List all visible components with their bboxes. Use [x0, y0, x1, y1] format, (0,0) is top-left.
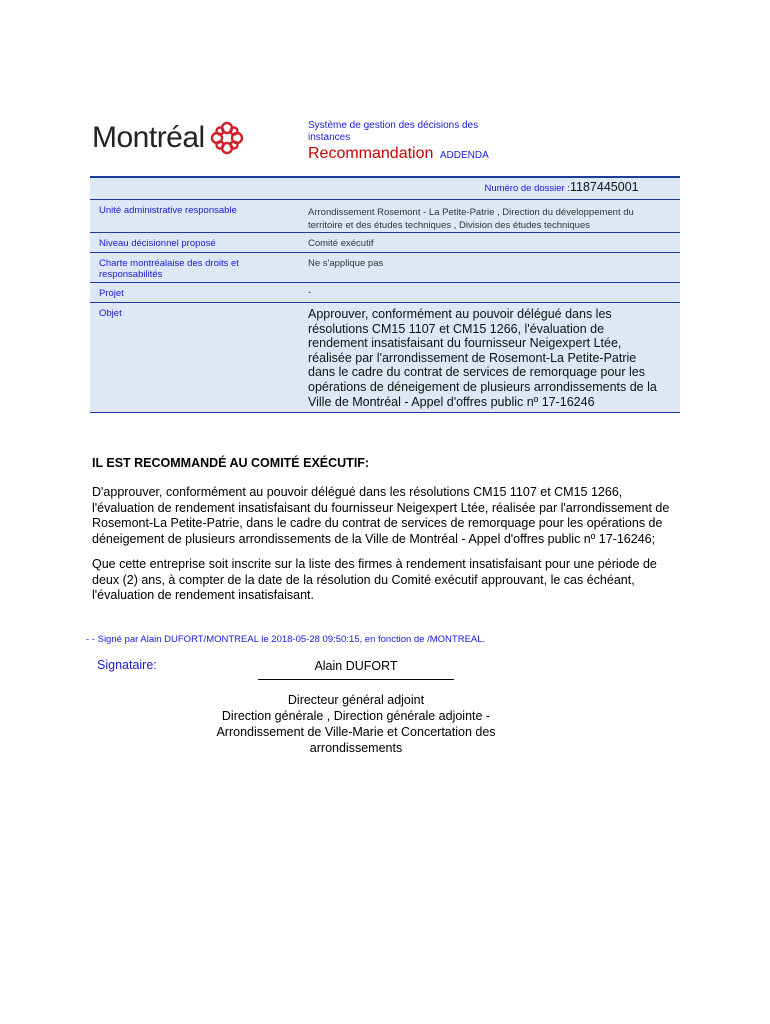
row-label-charte: Charte montréalaise des droits et responsabilités	[99, 258, 239, 280]
signatory-title: Directeur général adjoint	[287, 693, 425, 707]
montreal-logo	[92, 118, 245, 158]
row-value-projet: -	[308, 287, 312, 298]
row-value-unite: Arrondissement Rosemont - La Petite-Patrie , Direction du développement du territoire et des études techniques , Division des études techniques	[308, 207, 634, 231]
addenda-label: ADDENDA	[439, 150, 489, 161]
row-label-projet: Projet	[99, 288, 124, 299]
row-label-unite: Unité administrative responsable	[99, 205, 237, 216]
row-value-niveau: Comité exécutif	[308, 238, 374, 249]
recommendation-title	[308, 145, 489, 163]
table-row	[90, 199, 680, 233]
table-row	[90, 252, 680, 283]
row-label-niveau: Niveau décisionnel proposé	[99, 238, 216, 249]
system-title: Système de gestion des décisions des instances	[308, 120, 479, 143]
row-value-charte: Ne s'applique pas	[308, 258, 384, 269]
dossier-label: Numéro de dossier :	[484, 183, 570, 194]
row-label-objet: Objet	[99, 308, 122, 319]
table-row	[90, 232, 680, 253]
row-value-objet: Approuver, conformément au pouvoir délégué dans les résolutions CM15 1107 et CM15 1266, l'évaluation de rendement insatisfaisant du fournisseur Neigexpert Ltée, réalisée par l'arrondissement de Rosemont-La Petite-Patrie dans le cadre du contrat de services de remorquage pour les opérations de déneigement de plusieurs arrondissements de la Ville de Montréal - Appel d'offres public nº 17-16246	[308, 307, 657, 409]
signatory-label: Signataire:	[97, 658, 157, 672]
signature-line	[258, 679, 454, 680]
signatory-name: Alain DUFORT	[314, 659, 398, 673]
recommendation-label: Recommandation	[308, 145, 434, 162]
paragraph-approval: D'approuver, conformément au pouvoir délégué dans les résolutions CM15 1107 et CM15 1266, l'évaluation de rendement insatisfaisant du fournisseur Neigexpert Ltée, réalisée par l'arrondissement de Rosemont-La Petite-Patrie, dans le cadre du contrat de services de remorquage pour les opérations de déneigement de plusieurs arrondissements de la Ville de Montréal - Appel d'offres public nº 17-16246;	[92, 485, 670, 546]
recommendation-heading: IL EST RECOMMANDÉ AU COMITÉ EXÉCUTIF:	[92, 456, 370, 470]
signatory-direction: Direction générale , Direction générale adjointe - Arrondissement de Ville-Marie et Concertation des arrondissements	[216, 709, 496, 755]
table-row	[90, 302, 680, 413]
table-bottom-border	[90, 412, 680, 413]
dossier-number: 1187445001	[570, 180, 639, 194]
signed-line: - - Signé par Alain DUFORT/MONTREAL le 2018-05-28 09:50:15, en fonction de /MONTREAL.	[86, 634, 486, 645]
table-row	[90, 282, 680, 303]
rosette-icon	[209, 120, 245, 156]
logo-text: Montréal	[92, 121, 205, 154]
paragraph-listing: Que cette entreprise soit inscrite sur la liste des firmes à rendement insatisfaisant pour une période de deux (2) ans, à compter de la date de la résolution du Comité exécutif approuvant, le cas échéant, l'évaluation de rendement insatisfaisant.	[92, 557, 657, 603]
dossier-row	[90, 178, 680, 199]
signature-block	[200, 658, 512, 756]
